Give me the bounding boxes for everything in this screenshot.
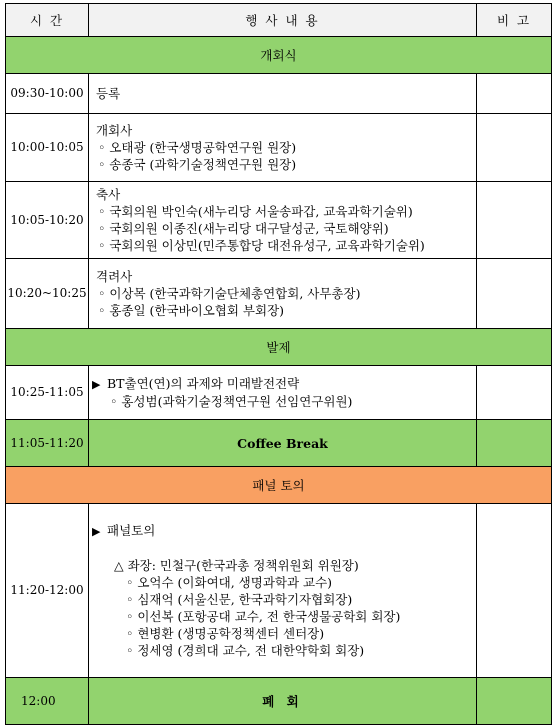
event-line: 개회사 — [96, 123, 133, 138]
section-presentation-label: 발제 — [6, 329, 552, 366]
event-cell — [89, 366, 477, 420]
event-line: ◦ 오태광 (한국생명공학연구원 원장) — [98, 140, 297, 155]
event-line: ◦ 국회의원 이상민(민주통합당 대전유성구, 교육과학기술위) — [98, 238, 425, 253]
row-encourage — [6, 259, 552, 329]
event-cell — [89, 259, 477, 329]
row-opening-speech — [6, 114, 552, 182]
event-line: 축사 — [96, 187, 121, 202]
note-cell — [477, 259, 552, 329]
triangle-right-icon: ▶ — [92, 525, 101, 538]
event-line: 등록 — [96, 86, 121, 101]
header-time: 시 간 — [6, 4, 89, 37]
panel-member: ◦ 이선복 (포항공대 교수, 전 한국생물공학회 회장) — [126, 609, 401, 624]
event-cell — [89, 182, 477, 259]
row-panel — [6, 504, 552, 678]
time-cell: 12:00 — [6, 678, 89, 725]
panel-member: ◦ 심재억 (서울신문, 한국과학기자협회장) — [126, 592, 353, 607]
event-line-wrap — [92, 375, 476, 393]
time-cell: 11:20-12:00 — [6, 504, 89, 678]
time-cell: 10:05-10:20 — [6, 182, 89, 259]
time-cell: 09:30-10:00 — [6, 74, 89, 114]
coffee-label: Coffee Break — [89, 420, 477, 467]
note-cell — [477, 420, 552, 467]
event-line: ◦ 홍성범(과학기술정책연구원 선임연구위원) — [110, 394, 353, 409]
closing-label: 폐 회 — [89, 678, 477, 725]
event-line: ◦ 송종국 (과학기술정책연구원 원장) — [98, 157, 297, 172]
spacer — [92, 540, 476, 557]
note-cell — [477, 114, 552, 182]
section-presentation — [6, 329, 552, 366]
event-cell — [89, 74, 477, 114]
time-cell: 10:20~10:25 — [6, 259, 89, 329]
triangle-right-icon: ▶ — [92, 378, 101, 391]
row-closing — [6, 678, 552, 725]
row-coffee — [6, 420, 552, 467]
section-panel-label: 패널 토의 — [6, 467, 552, 504]
section-opening-label: 개회식 — [6, 37, 552, 74]
header-event: 행 사 내 용 — [89, 4, 477, 37]
schedule-table — [5, 3, 552, 725]
time-cell: 11:05-11:20 — [6, 420, 89, 467]
event-cell — [89, 114, 477, 182]
event-line: 격려사 — [96, 269, 133, 284]
section-opening — [6, 37, 552, 74]
event-line-wrap — [92, 522, 476, 540]
event-line: ◦ 이상목 (한국과학기술단체총연합회, 사무총장) — [98, 286, 361, 301]
panel-member: ◦ 오억수 (이화여대, 생명과학과 교수) — [126, 575, 333, 590]
panel-member: ◦ 현병환 (생명공학정책센터 센터장) — [126, 626, 325, 641]
section-panel — [6, 467, 552, 504]
panel-member: ◦ 정세영 (경희대 교수, 전 대한약학회 회장) — [126, 643, 365, 658]
row-congrats — [6, 182, 552, 259]
time-cell: 10:00-10:05 — [6, 114, 89, 182]
event-line: ◦ 홍종일 (한국바이오협회 부회장) — [98, 303, 285, 318]
row-presentation — [6, 366, 552, 420]
row-registration — [6, 74, 552, 114]
time-cell: 10:25-11:05 — [6, 366, 89, 420]
note-cell — [477, 366, 552, 420]
header-note: 비 고 — [477, 4, 552, 37]
panel-chair: △ 좌장: 민철구(한국과총 정책위원회 위원장) — [114, 558, 359, 573]
event-line: ◦ 국회의원 이종진(새누리당 대구달성군, 국토해양위) — [98, 221, 389, 236]
note-cell — [477, 504, 552, 678]
panel-title: 패널토의 — [107, 523, 156, 538]
event-line: ◦ 국회의원 박인숙(새누리당 서울송파갑, 교육과학기술위) — [98, 204, 413, 219]
note-cell — [477, 182, 552, 259]
note-cell — [477, 678, 552, 725]
note-cell — [477, 74, 552, 114]
header-row — [6, 4, 552, 37]
event-cell — [89, 504, 477, 678]
event-line: BT출연(연)의 과제와 미래발전전략 — [107, 376, 300, 391]
